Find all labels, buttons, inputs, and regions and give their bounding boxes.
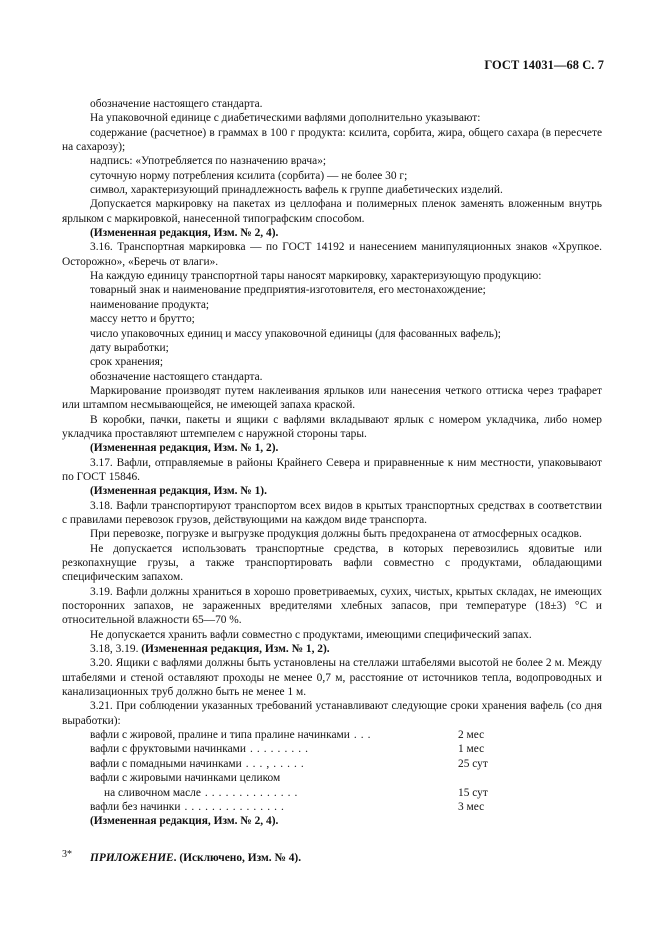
shelf-life-product: вафли с помадными начинками	[90, 757, 242, 770]
paragraph: 3.16. Транспортная маркировка — по ГОСТ 14192 и нанесением манипуляционных знаков «Хрупкое. Осторожно», «Беречь от влаги».	[62, 241, 602, 268]
document-body	[62, 97, 602, 865]
paragraph: число упаковочных единиц и массу упаковочной единицы (для фасованных вафель);	[90, 327, 501, 340]
paragraph: 3.21. При соблюдении указанных требований устанавливают следующие сроки хранения вафель (со дня выработки):	[62, 700, 602, 727]
shelf-life-product: вафли с жировой, пралине и типа пралине начинками	[90, 729, 350, 742]
paragraph: содержание (расчетное) в граммах в 100 г продукта: ксилита, сорбита, жира, общего сахара (в пересчете на сахарозу);	[62, 126, 602, 154]
paragraph	[62, 642, 602, 656]
paragraph: обозначение настоящего стандарта.	[90, 98, 263, 110]
paragraph: суточную норму потребления ксилита (сорбита) — не более 30 г;	[90, 169, 408, 182]
leader-dots: . . . , . . . . .	[245, 757, 305, 770]
appendix-title: ПРИЛОЖЕНИЕ	[90, 851, 174, 864]
running-header: ГОСТ 14031—68 С. 7	[484, 58, 604, 72]
appendix-status: . (Исключено, Изм. № 4).	[173, 851, 302, 864]
footer-mark: 3*	[62, 849, 72, 860]
leader-dots: . . . . . . . . . . . . . .	[204, 786, 298, 799]
shelf-life-product: на сливочном масле	[104, 786, 201, 799]
shelf-life-row	[90, 757, 602, 771]
shelf-life-term: 1 мес	[458, 743, 485, 756]
paragraph: 3.20. Ящики с вафлями должны быть установлены на стеллажи штабелями высотой не более 2 м. Между штабелями и стеной оставляют проходы не менее 0,7 м, расстояние от источников тепла, водопроводных и канализационных труб должно быть не менее 1 м.	[62, 657, 602, 699]
paragraph: При перевозке, погрузке и выгрузке продукция должны быть предохранена от атмосферных осадков.	[90, 528, 582, 541]
paragraph: товарный знак и наименование предприятия-изготовителя, его местонахождение;	[90, 284, 486, 297]
appendix-note	[62, 851, 602, 865]
leader-dots	[280, 771, 284, 785]
paragraph: 3.19. Вафли должны храниться в хорошо проветриваемых, сухих, чистых, крытых складах, не имеющих посторонних запахов, не зараженных вредителями хлебных запасов, при температуре (18±3) °С и относительной влажности 65—70 %.	[62, 585, 602, 627]
paragraph: (Измененная редакция, Изм. № 1).	[90, 485, 267, 498]
shelf-life-product: вафли без начинки	[90, 800, 181, 813]
paragraph: дату выработки;	[90, 341, 169, 354]
shelf-life-term: 2 мес	[458, 729, 485, 742]
shelf-life-term: 25 сут	[458, 757, 488, 770]
shelf-life-row	[90, 728, 602, 742]
paragraph: наименование продукта;	[90, 298, 210, 311]
paragraph: символ, характеризующий принадлежность вафель к группе диабетических изделий.	[90, 184, 503, 197]
paragraph: Не допускается использовать транспортные средства, в которых перевозились ядовитые или резкопахнущие грузы, а также транспортировать вафли совместно с продуктами, обладающими специфическим запахом.	[62, 542, 602, 584]
shelf-life-product: вафли с жировыми начинками целиком	[90, 772, 281, 785]
shelf-life-row	[90, 786, 602, 800]
leader-dots: . . . . . . . . . . . . . . .	[184, 800, 285, 813]
paragraph: Маркирование производят путем наклеивания ярлыков или нанесения четкого оттиска через трафарет или штампом несмывающейся, не имеющей запаха краской.	[62, 384, 602, 412]
shelf-life-row	[90, 742, 602, 756]
shelf-life-product: вафли с фруктовыми начинками	[90, 743, 246, 756]
paragraph: обозначение настоящего стандарта.	[90, 370, 263, 383]
amendment-note: (Измененная редакция, Изм. № 2, 4).	[90, 815, 279, 828]
paragraph: В коробки, пачки, пакеты и ящики с вафлями вкладывают ярлык с номером укладчика, либо номер укладчика проставляют штемпелем с наружной стороны тары.	[62, 413, 602, 440]
paragraph-amendment: (Измененная редакция, Изм. № 1, 2).	[141, 643, 330, 656]
paragraph: (Измененная редакция, Изм. № 1, 2).	[90, 442, 279, 455]
paragraph: Не допускается хранить вафли совместно с продуктами, имеющими специфический запах.	[90, 628, 532, 641]
paragraph: срок хранения;	[90, 356, 164, 369]
leader-dots: . . . . . . . . .	[249, 743, 309, 756]
shelf-life-term: 3 мес	[458, 800, 485, 813]
shelf-life-row	[90, 800, 602, 814]
leader-dots: . . .	[353, 729, 372, 742]
shelf-life-term: 15 сут	[458, 786, 488, 799]
paragraph-list	[62, 97, 602, 728]
paragraph-section-ref: 3.18, 3.19.	[90, 643, 142, 656]
paragraph: Допускается маркировку на пакетах из целлофана и полимерных пленок заменять вложенным внутрь ярлыком с маркировкой, нанесенной типографским способом.	[62, 198, 602, 225]
paragraph: 3.18. Вафли транспортируют транспортом всех видов в крытых транспортных средствах в соответствии с правилами перевозок грузов, действующими на каждом виде транспорта.	[62, 499, 602, 526]
paragraph: 3.17. Вафли, отправляемые в районы Крайнего Севера и приравненные к ним местности, упаковывают по ГОСТ 15846.	[62, 456, 602, 483]
paragraph: На каждую единицу транспортной тары наносят маркировку, характеризующую продукцию:	[90, 270, 542, 283]
shelf-life-row	[90, 771, 602, 785]
paragraph: (Измененная редакция, Изм. № 2, 4).	[90, 227, 279, 240]
paragraph: массу нетто и брутто;	[90, 313, 195, 326]
shelf-life-list	[90, 728, 602, 814]
paragraph: надпись: «Употребляется по назначению врача»;	[90, 155, 327, 168]
paragraph: На упаковочной единице с диабетическими вафлями дополнительно указывают:	[90, 112, 481, 125]
